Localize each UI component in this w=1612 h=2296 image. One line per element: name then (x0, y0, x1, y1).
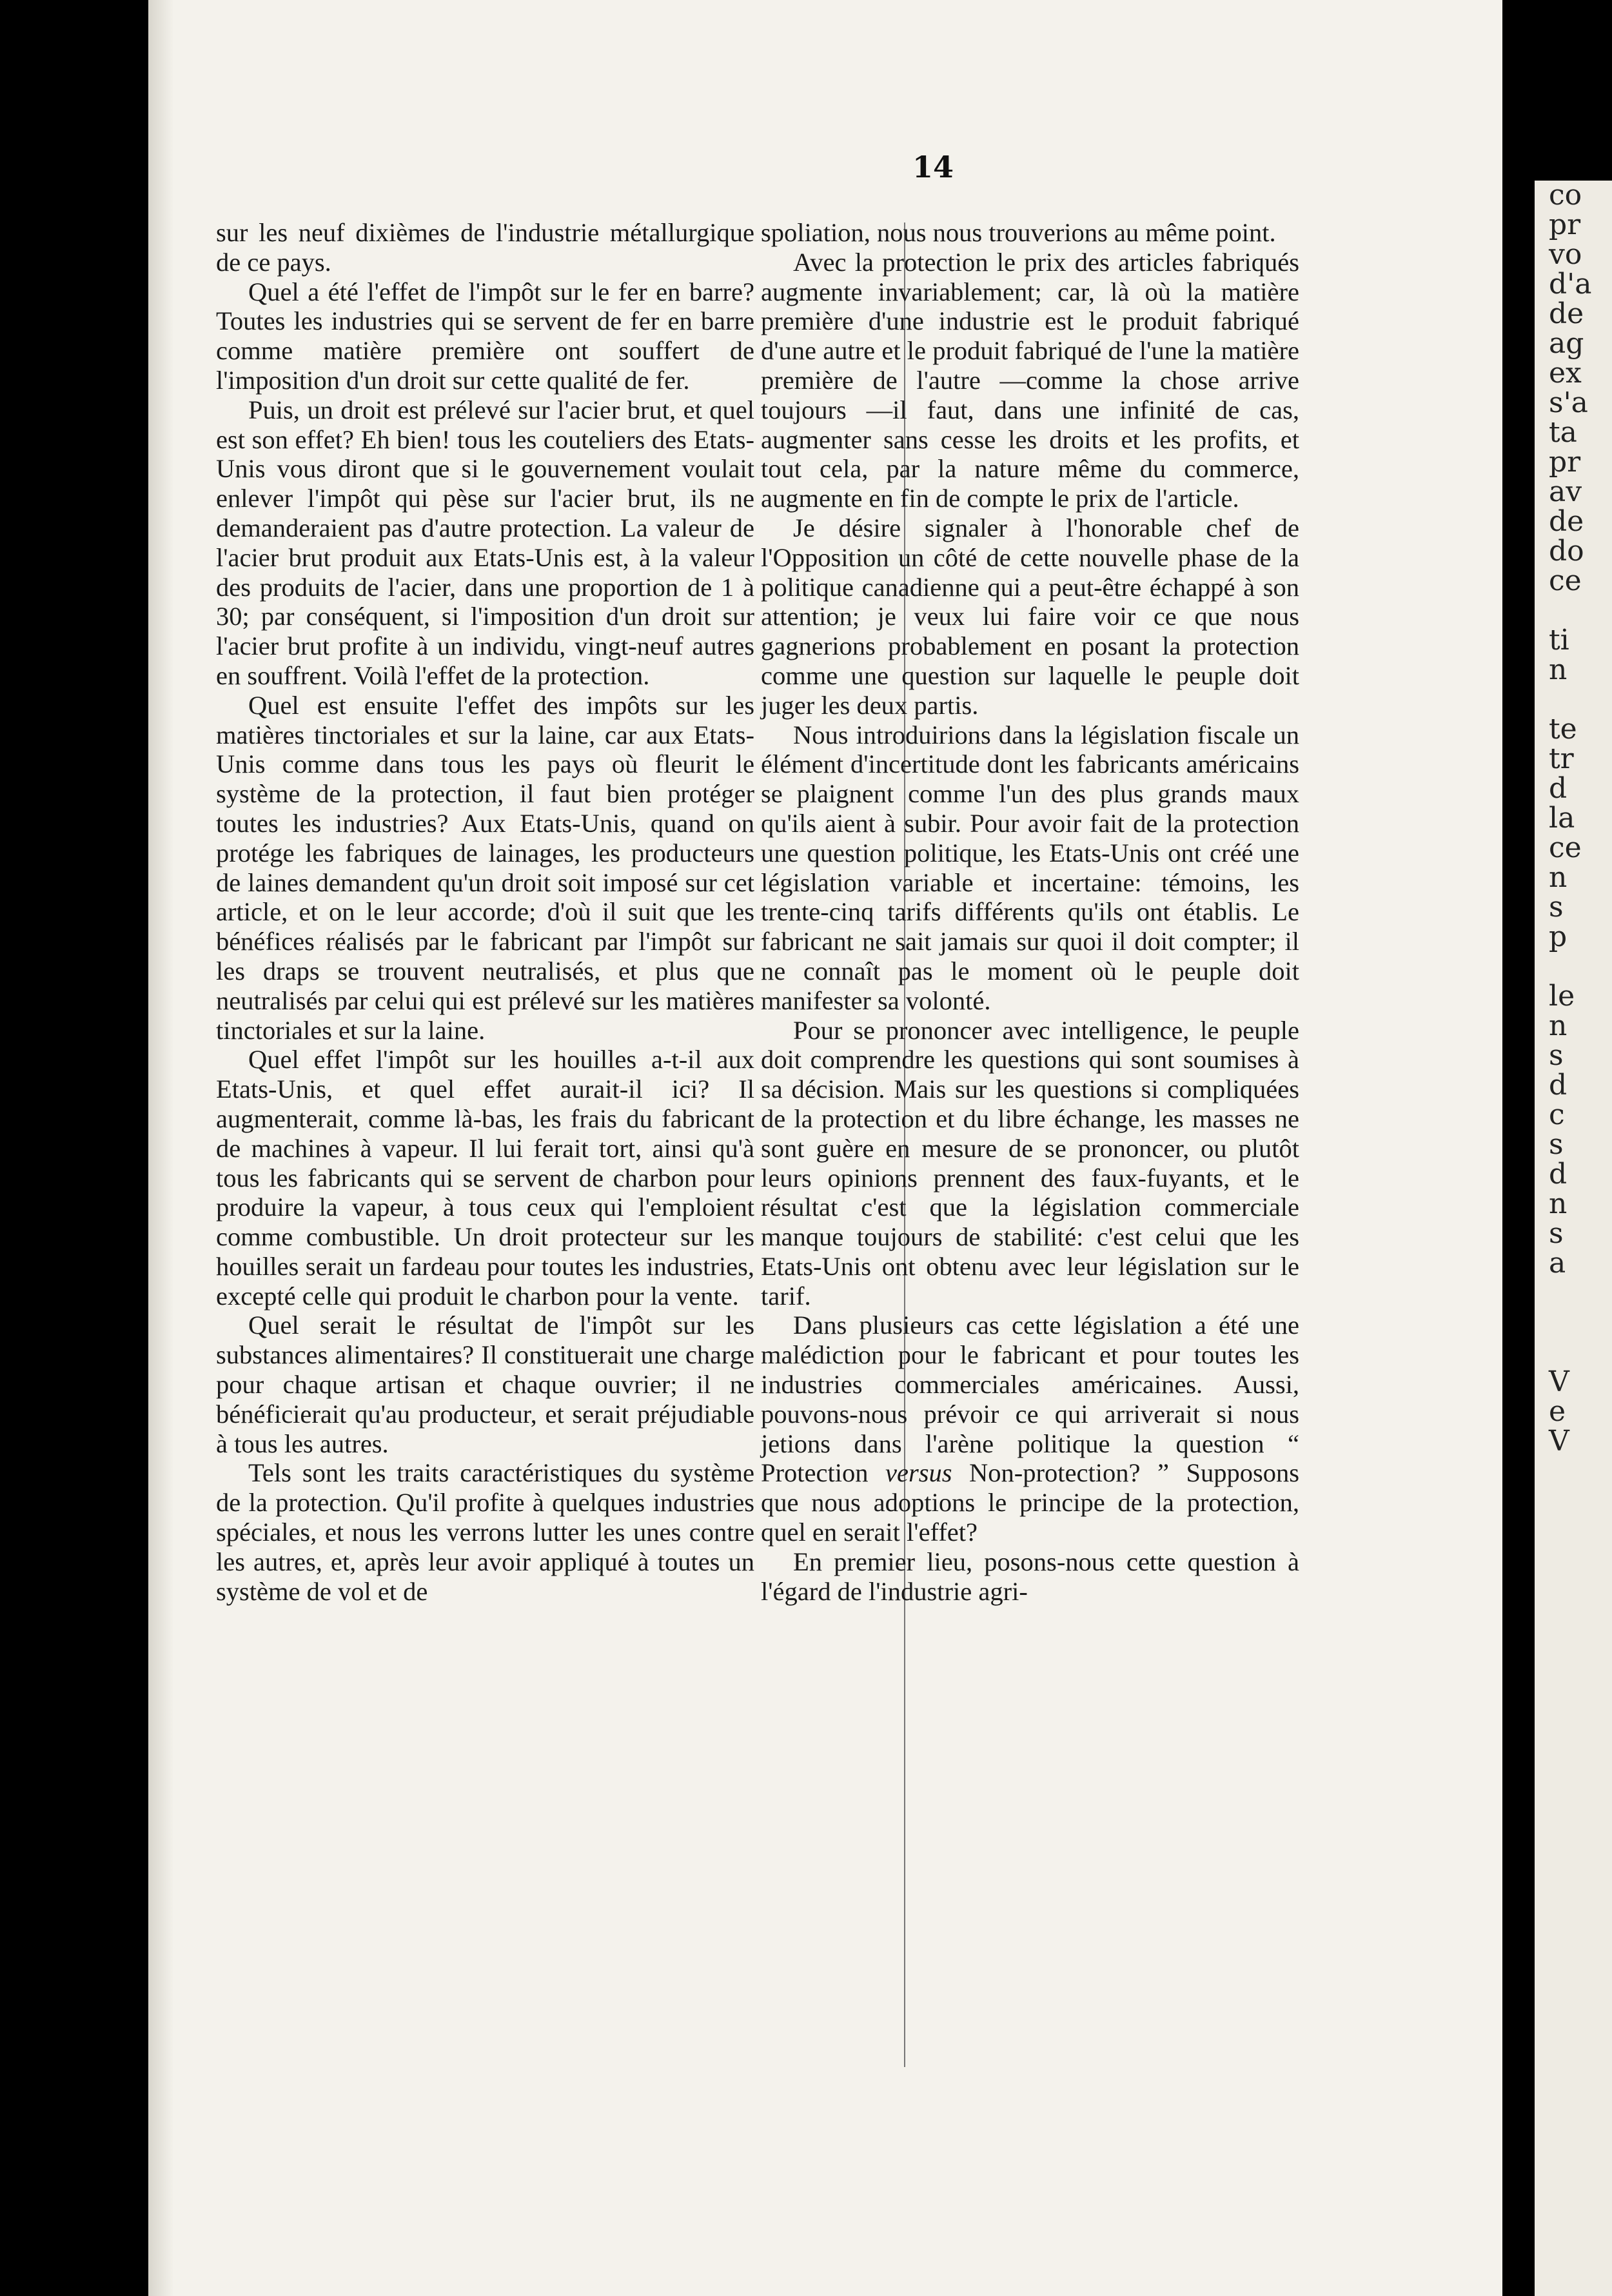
adjacent-page-fragment: d (1549, 1069, 1568, 1102)
adjacent-page-fragment: n (1549, 1009, 1568, 1042)
adjacent-page-fragment: le (1549, 980, 1575, 1013)
adjacent-page-fragment: te (1549, 713, 1577, 746)
adjacent-page-fragment (1535, 1516, 1612, 1545)
adjacent-page-fragment (1535, 1278, 1612, 1308)
adjacent-page-fragment (1535, 1308, 1612, 1338)
left-column-paragraph: Quel a été l'effet de l'impôt sur le fer en barre? Toutes les industries qui se servent de fer en barre comme matière première ont souffert de l'imposition d'un droit sur cette qualité de fer. (216, 277, 754, 395)
emphasis: versus (885, 1458, 952, 1488)
adjacent-page-fragment: p (1549, 920, 1568, 953)
adjacent-page-fragment: do (1549, 535, 1584, 568)
adjacent-page-edge (1535, 181, 1612, 2296)
adjacent-page-fragment: V (1549, 1425, 1569, 1458)
adjacent-page-fragment: d (1549, 772, 1568, 805)
adjacent-page-fragment (1535, 1486, 1612, 1516)
adjacent-page-fragment: n (1549, 1187, 1568, 1220)
right-column-paragraph: En premier lieu, posons-nous cette question à l'égard de l'industrie agri- (761, 1547, 1299, 1606)
adjacent-page-fragment: s'a (1549, 386, 1588, 419)
right-column (761, 218, 1299, 1606)
right-column-paragraph: Je désire signaler à l'honorable chef de l'Opposition un côté de cette nouvelle phase de la politique canadienne qui a peut-être échappé à son attention; je veux lui faire voir ce que nous gagnerions probablement en posant la protection comme une question sur laquelle le peuple doit juger les deux partis. (761, 513, 1299, 720)
adjacent-page-fragment: s (1549, 1039, 1564, 1072)
right-column-paragraph: Avec la protection le prix des articles fabriqués augmente invariablement; car, là où la matière première d'une industrie est le produit fabriqué d'une autre et le produit fabriqué de l'une la matière première de l'autre —comme la chose arrive toujours —il faut, dans une infinité de cas, augmenter sans cesse les droits et les profits, et tout cela, par la nature même du commerce, augmente en fin de compte le prix de l'article. (761, 247, 1299, 513)
adjacent-page-fragment: ce (1549, 831, 1582, 864)
adjacent-page-fragment: s (1549, 891, 1564, 924)
adjacent-page-fragment (1535, 1723, 1612, 1753)
adjacent-page-fragment: n (1549, 653, 1568, 686)
adjacent-page-fragment: s (1549, 1217, 1564, 1250)
left-column-paragraph: Tels sont les traits caractéristiques du système de la protection. Qu'il profite à quelques industries spéciales, et nous les verrons lutter les unes contre les autres, et, après leur avoir appliqué à toutes un système de vol et de (216, 1458, 754, 1606)
left-column-paragraph: Puis, un droit est prélevé sur l'acier brut, et quel est son effet? Eh bien! tous les couteliers des Etats-Unis vous diront que si le gouvernement voulait enlever l'impôt qui pèse sur l'acier brut, ils ne demanderaient pas d'autre protection. La valeur de l'acier brut produit aux Etats-Unis est, à la valeur des produits de l'acier, dans une proportion de 1 à 30; par conséquent, si l'imposition d'un droit sur l'acier brut profite à un individu, vingt-neuf autres en souffrent. Voilà l'effet de la protection. (216, 395, 754, 690)
adjacent-page-fragment: de (1549, 505, 1584, 538)
adjacent-page-fragment (1535, 1338, 1612, 1367)
page-number: 14 (912, 150, 954, 184)
adjacent-page-fragment: s (1549, 1128, 1564, 1161)
adjacent-page-fragment: la (1549, 802, 1575, 835)
adjacent-page-fragment (1535, 1575, 1612, 1605)
adjacent-page-fragment: tr (1549, 742, 1574, 775)
adjacent-page-fragment (1535, 1634, 1612, 1664)
right-column-paragraph: Pour se prononcer avec intelligence, le peuple doit comprendre les questions qui sont soumises à sa décision. Mais sur les questions si compliquées de la protection et du libre échange, les masses ne sont guère en mesure de se prononcer, ou plutôt leurs opinions prennent des faux-fuyants, et le résultat c'est que la législation commerciale manque toujours de stabilité: c'est celui que les Etats-Unis ont obtenu avec leur législation sur le tarif. (761, 1015, 1299, 1311)
left-column-paragraph: sur les neuf dixièmes de l'industrie métallurgique de ce pays. (216, 218, 754, 277)
adjacent-page-fragment: av (1549, 475, 1582, 508)
adjacent-page-fragment: d'a (1549, 268, 1592, 301)
adjacent-page-fragment: vo (1549, 238, 1582, 271)
left-column-paragraph: Quel est ensuite l'effet des impôts sur les matières tinctoriales et sur la laine, car aux Etats-Unis comme dans tous les pays où fleurit le système de la protection, il faut bien protéger toutes les industries? Aux Etats-Unis, quand on protége les fabriques de lainages, les producteurs de laines demandent qu'un droit soit imposé sur cet article, et on le leur accorde; d'où il suit que les bénéfices réalisés par le fabricant par l'impôt sur les draps se trouvent neutralisés, et plus que neutralisés par celui qui est prélevé sur les matières tinctoriales et sur la laine. (216, 690, 754, 1045)
adjacent-page-fragment: ta (1549, 416, 1577, 449)
adjacent-page-fragment: co (1549, 181, 1582, 212)
adjacent-page-fragment (1535, 1605, 1612, 1634)
adjacent-page-fragment: c (1549, 1098, 1565, 1131)
adjacent-page-fragment: e (1549, 1395, 1566, 1428)
right-column-paragraph: Dans plusieurs cas cette législation a été une malédiction pour le fabricant et pour toutes les industries commerciales américaines. Aussi, pouvons-nous prévoir ce qui arriverait si nous jetions dans l'arène politique la question “ Protection versus Non-protection? ” Supposons que nous adoptions le principe de la protection, quel en serait l'effet? (761, 1311, 1299, 1547)
left-column (216, 218, 754, 1606)
adjacent-page-fragment: ti (1549, 624, 1569, 657)
adjacent-page-fragment: ex (1549, 357, 1582, 390)
adjacent-page-fragment (1535, 1753, 1612, 1783)
right-column-paragraph: Nous introduirions dans la législation fiscale un élément d'incertitude dont les fabricants américains se plaignent comme l'un des plus grands maux qu'ils aient à subir. Pour avoir fait de la protection une question politique, les Etats-Unis ont créé une législation variable et incertaine: témoins, les trente-cinq tarifs différents qu'ils ont établis. Le fabricant ne sait jamais sur quoi il doit compter; il ne connaît pas le moment où le peuple doit manifester sa volonté. (761, 720, 1299, 1015)
adjacent-page-fragment (1535, 1783, 1612, 1812)
adjacent-page-fragment: ce (1549, 564, 1582, 597)
adjacent-page-fragment (1535, 1456, 1612, 1486)
adjacent-page-fragment (1535, 1664, 1612, 1694)
adjacent-page-fragment: de (1549, 297, 1584, 330)
left-column-paragraph: Quel serait le résultat de l'impôt sur les substances alimentaires? Il constituerait une charge pour chaque artisan et chaque ouvrier; il ne bénéficierait qu'au producteur, et serait préjudiable à tous les autres. (216, 1311, 754, 1458)
adjacent-page-fragment: a (1549, 1247, 1566, 1280)
adjacent-page-fragment (1535, 1545, 1612, 1575)
binding-edge (148, 0, 174, 2296)
adjacent-page-fragment (1535, 1694, 1612, 1723)
adjacent-page-fragment: n (1549, 861, 1568, 894)
adjacent-page-fragment: d (1549, 1158, 1568, 1191)
adjacent-page-fragment (1535, 685, 1612, 715)
adjacent-page-fragment (1535, 596, 1612, 626)
adjacent-page-fragment: V (1549, 1365, 1569, 1398)
adjacent-page-fragment: pr (1549, 446, 1581, 479)
adjacent-page-fragment: ag (1549, 327, 1584, 360)
right-column-paragraph: spoliation, nous nous trouverions au même point. (761, 218, 1276, 247)
adjacent-page-fragment: pr (1549, 208, 1581, 241)
adjacent-page-fragment (1535, 952, 1612, 982)
left-column-paragraph: Quel effet l'impôt sur les houilles a-t-il aux Etats-Unis, et quel effet aurait-il ici? Il augmenterait, comme là-bas, les frais du fabricant de machines à vapeur. Il lui ferait tort, ainsi qu'à tous les fabricants qui se servent de charbon pour produire la vapeur, à tous ceux qui l'emploient comme combustible. Un droit protecteur sur les houilles serait un fardeau pour toutes les industries, excepté celle qui produit le charbon pour la vente. (216, 1045, 754, 1311)
